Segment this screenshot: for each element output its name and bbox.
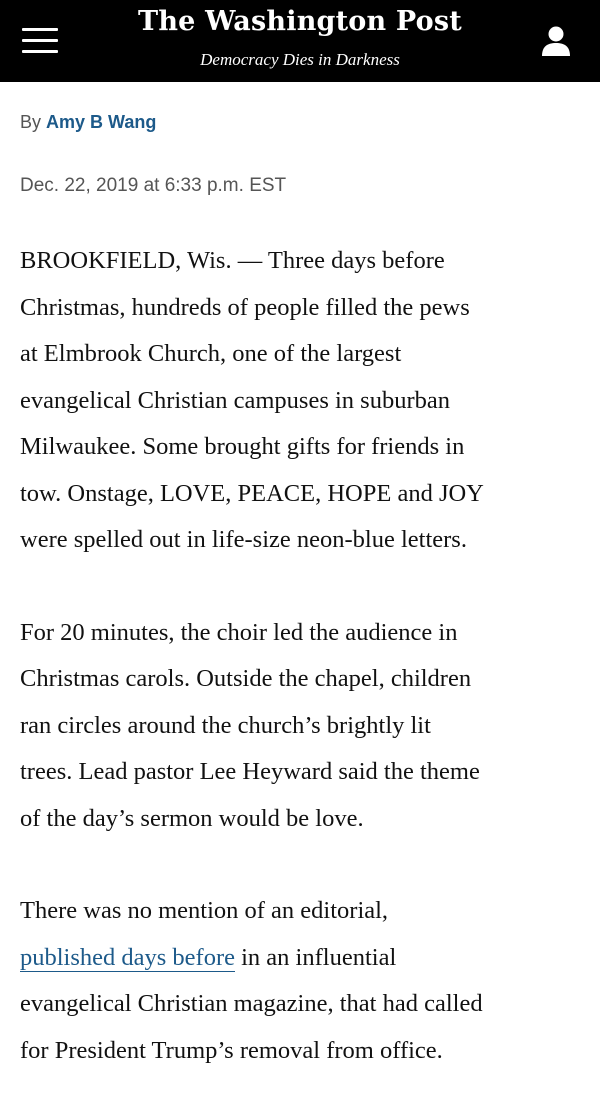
text-line: evangelical Christian magazine, that had called bbox=[20, 990, 483, 1017]
text-line: Christmas, hundreds of people filled the pews bbox=[20, 293, 470, 321]
text-line bbox=[20, 935, 590, 982]
text-line: trees. Lead pastor Lee Heyward said the theme bbox=[20, 758, 480, 785]
text-line: tow. Onstage, LOVE, PEACE, HOPE and JOY bbox=[20, 479, 484, 507]
text-line: Christmas carols. Outside the chapel, children bbox=[20, 665, 472, 692]
text-line: ran circles around the church’s brightly lit bbox=[20, 711, 431, 739]
text-line: evangelical Christian campuses in suburban bbox=[20, 386, 450, 414]
paragraph-2 bbox=[20, 610, 590, 843]
text-line: at Elmbrook Church, one of the largest bbox=[20, 340, 402, 367]
byline-prefix: By bbox=[20, 112, 47, 132]
text-line: of the day’s sermon would be love. bbox=[20, 804, 364, 832]
text-line: For 20 minutes, the choir led the audience in bbox=[20, 618, 458, 646]
text-line: were spelled out in life-size neon-blue letters. bbox=[20, 526, 467, 553]
publish-date: Dec. 22, 2019 at 6:33 p.m. EST bbox=[20, 175, 287, 196]
person-icon bbox=[538, 24, 574, 58]
text-line: There was no mention of an editorial, bbox=[20, 897, 389, 924]
menu-bar-bottom bbox=[22, 50, 58, 53]
site-tagline: Democracy Dies in Darkness bbox=[200, 50, 400, 69]
text-fragment: in an influential bbox=[235, 943, 397, 971]
menu-bar-middle bbox=[22, 39, 58, 42]
byline bbox=[20, 109, 156, 135]
author-link[interactable]: Amy B Wang bbox=[46, 112, 157, 132]
menu-bar-top bbox=[22, 28, 58, 31]
hamburger-menu-icon[interactable] bbox=[22, 24, 58, 58]
text-line: BROOKFIELD, Wis. — Three days before bbox=[20, 247, 445, 274]
article-body bbox=[20, 238, 590, 1120]
editorial-link[interactable]: published days before bbox=[20, 943, 235, 971]
top-navigation-bar bbox=[0, 0, 600, 82]
paragraph-3 bbox=[20, 888, 590, 1074]
site-logo[interactable]: The Washington Post bbox=[138, 6, 462, 37]
text-line: for President Trump’s removal from office. bbox=[20, 1036, 443, 1064]
user-account-icon[interactable] bbox=[538, 24, 574, 58]
text-line: Milwaukee. Some brought gifts for friends in bbox=[20, 433, 465, 460]
paragraph-1 bbox=[20, 238, 590, 564]
masthead[interactable] bbox=[100, 4, 500, 72]
